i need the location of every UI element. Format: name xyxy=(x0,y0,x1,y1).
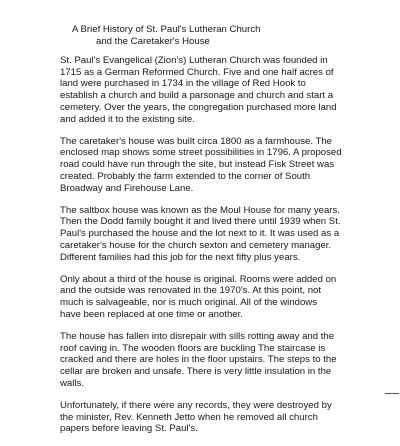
document-title xyxy=(0,24,400,48)
text-line: establish a church and build a parsonage and church and start a xyxy=(60,90,334,102)
text-line: cellar are broken and unsafe. There is very little insulation in the xyxy=(60,366,332,378)
text-line: Paul's purchased the house and the lot next to it. It was used as a xyxy=(60,228,340,240)
text-line: Then the Dodd family bought it and lived there until 1939 when St. xyxy=(60,216,341,228)
document-body xyxy=(60,55,395,446)
text-line: land were purchased in 1734 in the village of Red Hook to xyxy=(60,78,306,90)
text-line: much is salvageable, nor is much original. All of the windows xyxy=(60,297,318,309)
text-line: caretaker's house for the church sexton and cemetery manager. xyxy=(60,239,332,251)
text-line: created. Probably the farm extended to the corner of South xyxy=(60,170,311,182)
paragraph-disrepair xyxy=(60,331,395,390)
text-line: papers before leaving St. Paul's. xyxy=(60,423,198,435)
text-line: Different families had this job for the next fifty plus years. xyxy=(60,251,301,263)
text-line: road could have run through the site, but instead Fisk Street was xyxy=(60,159,335,171)
title-line: A Brief History of St. Paul's Lutheran Church xyxy=(72,24,261,35)
text-line: and the outside was renovated in the 1970's. At this point, not xyxy=(60,285,322,297)
paragraph-caretaker-house xyxy=(60,136,395,195)
subtitle-line: and the Caretaker's House xyxy=(96,36,210,47)
text-line: and added it to the existing site. xyxy=(60,113,195,125)
text-line: Broadway and Firehouse Lane. xyxy=(60,182,194,194)
text-line: have been replaced at one time or another. xyxy=(60,308,243,320)
text-line: Unfortunately, if there were any records, they were destroyed by xyxy=(60,400,332,412)
paragraph-founding xyxy=(60,55,395,125)
text-line: The house has fallen into disrepair with sills rotting away and the xyxy=(60,331,335,343)
text-line: The caretaker's house was built circa 1800 as a farmhouse. The xyxy=(60,135,333,147)
text-line: walls. xyxy=(60,377,84,389)
page-edge-mark xyxy=(385,393,399,402)
text-line: 1715 as a German Reformed Church. Five and one half acres of xyxy=(60,66,334,78)
text-line: cracked and there are holes in the floor upstairs. The steps to the xyxy=(60,354,337,366)
text-line: The saltbox house was known as the Moul House for many years. xyxy=(60,204,340,216)
text-line: cemetery. Over the years, the congregation purchased more land xyxy=(60,101,337,113)
text-line: St. Paul's Evangelical (Zion's) Lutheran Church was founded in xyxy=(60,55,328,66)
text-line: the minister, Rev. Kenneth Jetto when he removed all church xyxy=(60,411,318,423)
paragraph-saltbox-house xyxy=(60,205,395,264)
text-line: roof caving in. The wooden floors are buckling The staircase is xyxy=(60,342,326,354)
text-line: enclosed map shows some street possibilities in 1796. A proposed xyxy=(60,147,342,159)
text-line: Only about a third of the house is original. Rooms were added on xyxy=(60,273,337,285)
paragraph-original-house xyxy=(60,274,395,321)
paragraph-records xyxy=(60,400,395,435)
